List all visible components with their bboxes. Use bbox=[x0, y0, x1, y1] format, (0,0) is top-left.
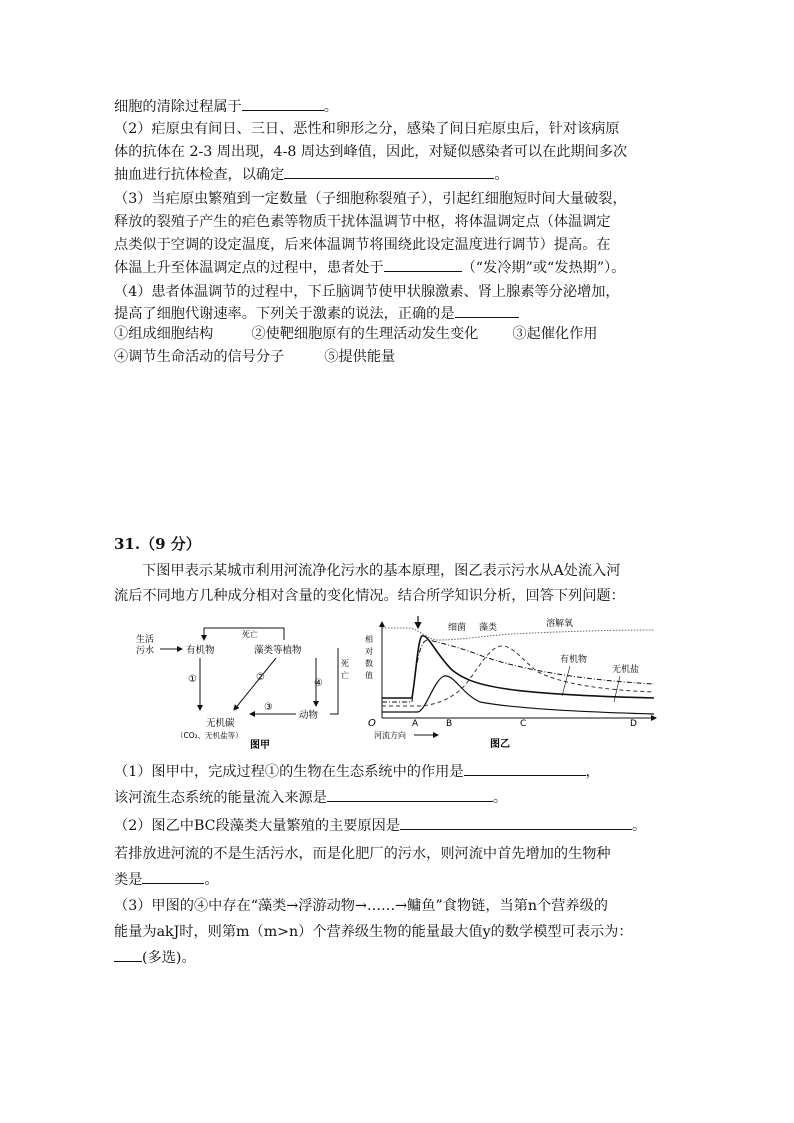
label-river-direction: 河流方向 bbox=[374, 731, 406, 740]
sewage-label-2: 污水 bbox=[136, 646, 155, 656]
q31-text: 该河流生态系统的能量流入来源是 bbox=[114, 790, 327, 806]
option-2: ②使靶细胞原有的生理活动发生变化 bbox=[251, 326, 479, 342]
label-death-right-2: 亡 bbox=[341, 671, 349, 680]
leader-organic bbox=[562, 666, 570, 696]
label-algae: 藻类 bbox=[479, 623, 498, 633]
tick-c: C bbox=[520, 719, 527, 729]
q31-intro-2: 流后不同地方几种成分相对含量的变化情况。结合所学知识分析，回答下列问题： bbox=[114, 588, 625, 604]
q31-text: 类是 bbox=[114, 872, 143, 888]
option-5: ⑤提供能量 bbox=[324, 349, 396, 365]
q31-text: 。 bbox=[631, 818, 647, 834]
q31-heading: 31.（9 分） bbox=[114, 535, 201, 553]
label-process-1: ① bbox=[188, 674, 197, 685]
q30-text: 抽血进行抗体检查，以确定 bbox=[114, 167, 285, 183]
label-bacteria: 细菌 bbox=[448, 623, 467, 633]
label-process-3: ③ bbox=[264, 702, 273, 713]
q30-line-4 bbox=[114, 164, 508, 186]
label-death-right-1: 死 bbox=[341, 659, 349, 668]
label-oxygen: 溶解氧 bbox=[546, 619, 574, 629]
answer-blank[interactable] bbox=[327, 787, 493, 802]
q31-part3-line-2: 能量为akJ时，则第m（m>n）个营养级生物的能量最大值y的数学模型可表示为： bbox=[114, 924, 633, 940]
node-animals: 动物 bbox=[299, 710, 319, 721]
q30-line-5: （3）当疟原虫繁殖到一定数量（子细胞称裂殖子），引起红细胞短时间大量破裂， bbox=[114, 191, 627, 207]
option-3: ③起催化作用 bbox=[512, 326, 598, 342]
q30-options-row-2 bbox=[114, 346, 395, 368]
q30-line-1 bbox=[114, 96, 338, 118]
q31-part1-line-1 bbox=[114, 761, 600, 783]
q31-part1-line-2 bbox=[114, 787, 507, 809]
q31-part2-line-3 bbox=[114, 869, 219, 891]
answer-blank[interactable] bbox=[384, 257, 462, 272]
node-inorganic: 无机碳 bbox=[206, 718, 235, 729]
answer-blank[interactable] bbox=[455, 303, 519, 318]
arrow-death-right-path bbox=[330, 648, 338, 714]
tick-b: B bbox=[446, 719, 453, 729]
figure-jia bbox=[134, 622, 354, 752]
q31-intro-1: 下图甲表示某城市利用河流净化污水的基本原理，图乙表示污水从A处流入河 bbox=[142, 563, 621, 579]
q31-part3-line-1: （3）甲图的④中存在“藻类→浮游动物→……→鳙鱼”食物链，当第n个营养级的 bbox=[114, 898, 608, 914]
tick-d: D bbox=[630, 719, 637, 729]
label-death-top: 死亡 bbox=[242, 630, 258, 639]
q31-text: （1）图甲中，完成过程①的生物在生态系统中的作用是 bbox=[114, 764, 464, 780]
q30-line-8 bbox=[114, 257, 625, 279]
q30-line-3: 体的抗体在 2-3 周出现，4-8 周达到峰值，因此，对疑似感染者可以在此期间多次 bbox=[114, 144, 628, 160]
option-1: ①组成细胞结构 bbox=[114, 326, 214, 342]
curve-salt bbox=[382, 676, 654, 714]
answer-blank[interactable] bbox=[400, 815, 632, 830]
q30-options-row-1 bbox=[114, 323, 597, 345]
caption-yi: 图乙 bbox=[490, 739, 510, 750]
label-process-2: ② bbox=[256, 672, 265, 683]
option-4: ④调节生命活动的信号分子 bbox=[114, 349, 285, 365]
q30-line-2: （2）疟原虫有间日、三日、恶性和卵形之分，感染了间日疟原虫后，针对该病原 bbox=[114, 121, 620, 137]
answer-blank[interactable] bbox=[114, 947, 142, 962]
q30-line-6: 释放的裂殖子产生的疟色素等物质干扰体温调节中枢，将体温调定点（体温调定 bbox=[114, 214, 611, 230]
q31-text: （2）图乙中BC段藻类大量繁殖的主要原因是 bbox=[114, 818, 400, 834]
q30-text: 。 bbox=[494, 167, 509, 183]
q31-text: 。 bbox=[492, 790, 508, 806]
label-process-4: ④ bbox=[314, 678, 323, 689]
label-organic: 有机物 bbox=[560, 655, 588, 665]
ylabel-char-2: 对 bbox=[365, 647, 373, 656]
tick-a: A bbox=[412, 719, 419, 729]
q30-text: 。 bbox=[323, 99, 338, 115]
q31-text: ， bbox=[585, 764, 600, 780]
q30-text: （“发冷期”或“发热期”）。 bbox=[461, 260, 626, 276]
answer-blank[interactable] bbox=[142, 869, 204, 884]
q30-text: 体温上升至体温调定点的过程中，患者处于 bbox=[114, 260, 384, 276]
curve-oxygen bbox=[382, 628, 654, 640]
q30-text: 细胞的清除过程属于 bbox=[114, 99, 242, 115]
node-organic: 有机物 bbox=[186, 645, 215, 656]
q30-line-9: （4）患者体温调节的过程中，下丘脑调节使甲状腺激素、肾上腺素等分泌增加， bbox=[114, 284, 620, 300]
q31-part3-line-3 bbox=[114, 947, 196, 969]
figure-yi bbox=[362, 614, 658, 754]
q30-line-10 bbox=[114, 303, 519, 325]
q30-line-7: 点类似于空调的设定温度，后来体温调节将围绕此设定温度进行调节）提高。在 bbox=[114, 237, 611, 253]
answer-blank[interactable] bbox=[242, 96, 324, 111]
answer-blank[interactable] bbox=[284, 164, 494, 179]
origin-label: O bbox=[368, 718, 376, 729]
node-inorganic-note: （CO₂、无机盐等） bbox=[176, 731, 243, 740]
q31-text: (多选)。 bbox=[142, 950, 196, 966]
node-plants: 藻类等植物 bbox=[254, 645, 302, 656]
answer-blank[interactable] bbox=[464, 761, 586, 776]
caption-jia: 图甲 bbox=[250, 740, 270, 751]
q31-text: 。 bbox=[204, 872, 219, 888]
ylabel-char-3: 数 bbox=[365, 659, 373, 668]
q30-text: 提高了细胞代谢速率。下列关于激素的说法，正确的是 bbox=[114, 306, 455, 322]
sewage-label-1: 生活 bbox=[136, 635, 155, 645]
q31-part2-line-2: 若排放进河流的不是生活污水，而是化肥厂的污水，则河流中首先增加的生物种 bbox=[114, 846, 611, 862]
ylabel-char-1: 相 bbox=[365, 635, 373, 644]
q31-part2-line-1 bbox=[114, 815, 646, 837]
label-salt: 无机盐 bbox=[612, 665, 640, 675]
ylabel-char-4: 值 bbox=[365, 671, 373, 680]
